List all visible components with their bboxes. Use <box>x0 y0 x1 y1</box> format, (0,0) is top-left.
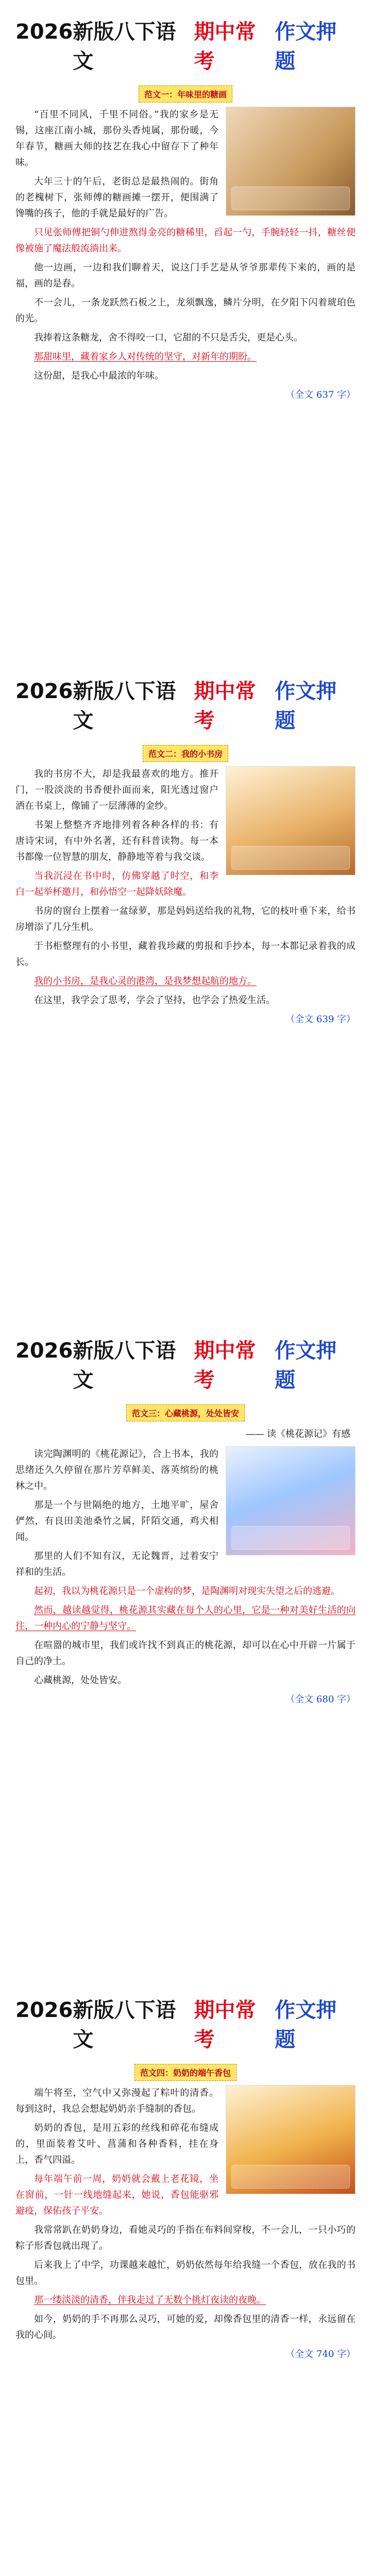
essay-paragraph: 端午将至，空气中又弥漫起了粽叶的清香。每到这时，我总会想起奶奶亲手缝制的香包。 <box>15 2088 218 2114</box>
essay-tag: 范文一：年味里的糖画 <box>139 86 232 103</box>
study-room-photo <box>226 766 356 875</box>
word-count: （全文 740 字） <box>285 2349 356 2360</box>
essay-page-4 <box>0 1978 371 2576</box>
essay-paragraph: 不一会儿，一条龙跃然石板之上，龙须飘逸，鳞片分明，在夕阳下闪着琥珀色的光。 <box>15 297 356 324</box>
banner-title-black: 新版八下语文 <box>73 20 176 73</box>
banner-year: 2026 <box>15 1998 73 2022</box>
essay-paragraph: 在这里，我学会了思考，学会了坚持，也学会了热爱生活。 <box>34 995 275 1006</box>
banner-title-blue: 作文押题 <box>275 1998 337 2052</box>
essay-paragraph: 我捧着这条糖龙，舍不得咬一口，它甜的不只是舌尖，更是心头。 <box>34 332 303 343</box>
word-count: （全文 639 字） <box>285 1014 356 1025</box>
banner-title-red: 期中常考 <box>194 1339 256 1392</box>
essay-paragraph: 读完陶渊明的《桃花源记》，合上书本，我的思绪还久久停留在那片芳草鲜美、落英缤纷的桃林之中。 <box>15 1449 218 1492</box>
essay-page-3 <box>0 1319 371 1978</box>
essay-paragraph: 那里的人们不知有汉，无论魏晋，过着安宁祥和的生活。 <box>15 1551 218 1578</box>
banner-title-blue: 作文押题 <box>275 1339 337 1392</box>
essay-paragraph: 书架上整整齐齐地排列着各种各样的书：有唐诗宋词，有中外名著，还有科普读物。每一本书都像一位智慧的朋友，静静地等着与我交谈。 <box>15 820 218 862</box>
banner-year: 2026 <box>15 1339 73 1363</box>
essay-paragraph: 后来我上了中学，功课越来越忙，奶奶依然每年给我缝一个香包，放在我的书包里。 <box>15 2260 356 2286</box>
essay-paragraph: 我常常趴在奶奶身边，看她灵巧的手指在布料间穿梭，不一会儿，一只小巧的粽子形香包就出现了。 <box>15 2225 356 2251</box>
essay-paragraph: 大年三十的午后，老街总是最热闹的。街角的老槐树下，张师傅的糖画摊一摆开，便围满了馋嘴的孩子，他的手就是最好的广告。 <box>15 176 218 219</box>
page-banner <box>15 675 356 734</box>
essay-paragraph: 那是一个与世隔绝的地方，土地平旷，屋舍俨然，有良田美池桑竹之属，阡陌交通，鸡犬相闻。 <box>15 1500 218 1543</box>
essay-paragraph: 心藏桃源，处处皆安。 <box>34 1675 127 1686</box>
banner-title-blue: 作文押题 <box>275 20 337 73</box>
essay-paragraph: 每年端午前一周，奶奶就会戴上老花镜，坐在窗前，一针一线地缝起来，她说，香包能驱邪避疫，保佑孩子平安。 <box>15 2174 218 2216</box>
page-banner <box>15 1994 356 2053</box>
essay-paragraph: 奶奶的香包，是用五彩的丝线和碎花布缝成的，里面装着艾叶、菖蒲和各种香料，挂在身上，香气四溢。 <box>15 2123 218 2165</box>
essay-tag: 范文三：心藏桃源，处处皆安 <box>126 1404 245 1421</box>
essay-paragraph: 当我沉浸在书中时，仿佛穿越了时空，和李白一起举杯邀月，和孙悟空一起降妖除魔。 <box>15 871 218 897</box>
essay-paragraph: 我的小书房，是我心灵的港湾，是我梦想起航的地方。 <box>34 976 257 987</box>
page-banner <box>15 15 356 74</box>
essay-subtitle: —— 读《桃花源记》有感 <box>245 1429 350 1439</box>
dragon-boat-sachet-photo <box>226 2085 356 2194</box>
essay-paragraph: 他一边画，一边和我们聊着天，说这门手艺是从爷爷那辈传下来的，画的是福，画的是春。 <box>15 262 356 289</box>
essay-paragraph: “百里不同风，千里不同俗。”我的家乡是无锡，这座江南小城，那份头香炖属，那份暖，今年春节，糖画大师的技艺在我心中留存下了种年味。 <box>15 109 218 168</box>
essay-paragraph: 在喧嚣的城市里，我们或许找不到真正的桃花源，却可以在心中开辟一片属于自己的净土。 <box>15 1640 356 1667</box>
banner-title-red: 期中常考 <box>194 20 256 73</box>
essay-paragraph: 那一缕淡淡的清香，伴我走过了无数个挑灯夜读的夜晚。 <box>34 2295 266 2306</box>
essay-paragraph: 起初，我以为桃花源只是一个虚构的梦，是陶渊明对现实失望之后的逃避。 <box>34 1586 340 1597</box>
essay-paragraph: 书房的窗台上摆着一盆绿萝，那是妈妈送给我的礼物，它的枝叶垂下来，给书房增添了几分生机。 <box>15 906 356 933</box>
banner-year: 2026 <box>15 680 73 703</box>
banner-title-red: 期中常考 <box>194 680 256 733</box>
banner-title-blue: 作文押题 <box>275 680 337 733</box>
banner-title-black: 新版八下语文 <box>73 680 176 733</box>
banner-year: 2026 <box>15 20 73 44</box>
word-count: （全文 637 字） <box>285 389 356 400</box>
essay-paragraph: 这份甜，是我心中最浓的年味。 <box>34 370 164 381</box>
banner-title-black: 新版八下语文 <box>73 1339 176 1392</box>
banner-title-red: 期中常考 <box>194 1998 256 2052</box>
page-banner <box>15 1334 356 1393</box>
essay-paragraph: 只见张师傅把铜勺伸进熬得金亮的糖稀里，舀起一勺，手腕轻轻一抖，糖丝便像被施了魔法般流淌出来。 <box>15 227 356 254</box>
banner-title-black: 新版八下语文 <box>73 1998 176 2052</box>
word-count: （全文 680 字） <box>285 1694 356 1705</box>
essay-paragraph: 我的书房不大，却是我最喜欢的地方。推开门，一股淡淡的书香便扑面而来，阳光透过窗户洒在书桌上，像铺了一层薄薄的金纱。 <box>15 769 218 811</box>
essay-tag: 范文二：我的小书房 <box>143 745 228 762</box>
essay-page-1 <box>0 0 371 659</box>
peach-garden-photo <box>226 1446 356 1555</box>
essay-paragraph: 然而，越读越觉得，桃花源其实藏在每个人的心里，它是一种对美好生活的向往，一种内心的宁静与坚守。 <box>15 1605 356 1632</box>
essay-paragraph: 于书柜整理有的小书里，藏着我珍藏的剪报和手抄本，每一本都记录着我的成长。 <box>15 941 356 968</box>
essay-tag: 范文四：奶奶的端午香包 <box>134 2064 237 2081</box>
candy-painting-photo <box>226 107 356 216</box>
essay-paragraph: 那甜味里，藏着家乡人对传统的坚守，对新年的期盼。 <box>34 351 257 362</box>
essay-page-2 <box>0 659 371 1319</box>
essay-paragraph: 如今，奶奶的手不再那么灵巧，可她的爱，却像香包里的清香一样，永远留在我的心间。 <box>15 2314 356 2341</box>
